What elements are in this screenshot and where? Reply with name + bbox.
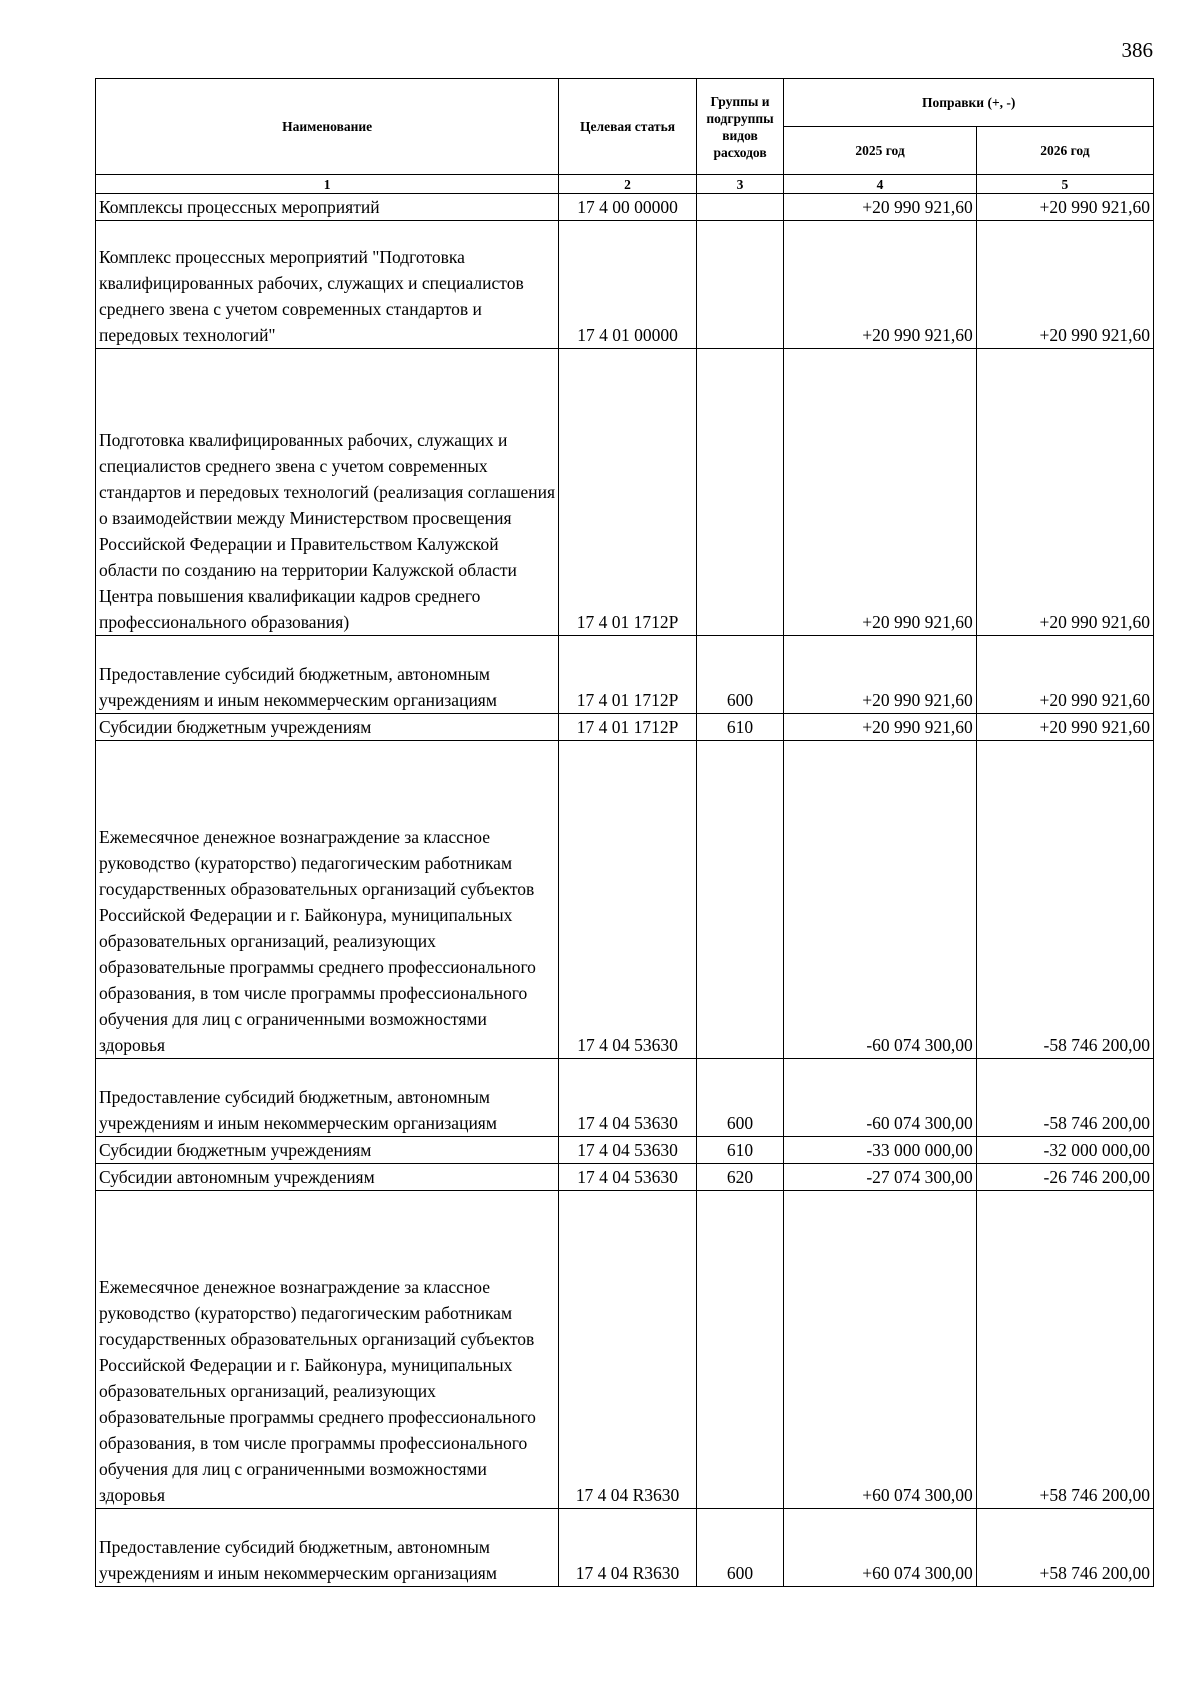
table-row	[96, 221, 1154, 349]
table-row	[96, 349, 1154, 636]
table-row	[96, 1137, 1154, 1164]
column-number: 1	[96, 175, 559, 194]
row-amount-2026: +20 990 921,60	[976, 349, 1153, 636]
row-group: 610	[696, 714, 784, 741]
row-amount-2025: -27 074 300,00	[784, 1164, 976, 1191]
row-group	[696, 349, 784, 636]
row-name: Субсидии автономным учреждениям	[96, 1164, 559, 1191]
row-amount-2025: -60 074 300,00	[784, 1059, 976, 1137]
row-name: Субсидии бюджетным учреждениям	[96, 714, 559, 741]
row-code: 17 4 01 1712P	[559, 714, 696, 741]
table-row	[96, 1059, 1154, 1137]
column-number: 2	[559, 175, 696, 194]
header-amendments: Поправки (+, -)	[784, 79, 1154, 127]
row-amount-2025: +60 074 300,00	[784, 1191, 976, 1509]
row-code: 17 4 00 00000	[559, 194, 696, 221]
row-code: 17 4 04 53630	[559, 1137, 696, 1164]
row-name: Комплекс процессных мероприятий "Подготовка квалифицированных рабочих, служащих и специалистов среднего звена с учетом современных стандартов и передовых технологий"	[96, 221, 559, 349]
row-name: Предоставление субсидий бюджетным, автономным учреждениям и иным некоммерческим организациям	[96, 1509, 559, 1587]
row-group: 610	[696, 1137, 784, 1164]
header-target: Целевая статья	[559, 79, 696, 175]
row-name: Ежемесячное денежное вознаграждение за классное руководство (кураторство) педагогическим работникам государственных образовательных организаций субъектов Российской Федерации и г. Байконура, муниципальных образовательных организаций, реализующих образовательные программы среднего профессионального образования, в том числе программы профессионального обучения для лиц с ограниченными возможностями здоровья	[96, 1191, 559, 1509]
row-amount-2026: +20 990 921,60	[976, 714, 1153, 741]
row-name: Подготовка квалифицированных рабочих, служащих и специалистов среднего звена с учетом современных стандартов и передовых технологий (реализация соглашения о взаимодействии между Министерством просвещения Российской Федерации и Правительством Калужской области по созданию на территории Калужской области Центра повышения квалификации кадров среднего профессионального образования)	[96, 349, 559, 636]
row-group	[696, 221, 784, 349]
row-amount-2025: +20 990 921,60	[784, 349, 976, 636]
row-amount-2025: -60 074 300,00	[784, 741, 976, 1059]
row-amount-2026: -26 746 200,00	[976, 1164, 1153, 1191]
row-name: Предоставление субсидий бюджетным, автономным учреждениям и иным некоммерческим организациям	[96, 636, 559, 714]
table-row	[96, 741, 1154, 1059]
column-number: 3	[696, 175, 784, 194]
row-code: 17 4 04 R3630	[559, 1191, 696, 1509]
row-group: 600	[696, 636, 784, 714]
table-row	[96, 1191, 1154, 1509]
row-name: Предоставление субсидий бюджетным, автономным учреждениям и иным некоммерческим организациям	[96, 1059, 559, 1137]
header-year-2025: 2025 год	[784, 127, 976, 175]
row-group: 620	[696, 1164, 784, 1191]
row-amount-2026: -58 746 200,00	[976, 741, 1153, 1059]
row-amount-2026: +20 990 921,60	[976, 221, 1153, 349]
row-name: Комплексы процессных мероприятий	[96, 194, 559, 221]
table-row	[96, 714, 1154, 741]
page-number: 386	[1121, 38, 1153, 62]
row-name: Субсидии бюджетным учреждениям	[96, 1137, 559, 1164]
table-row	[96, 194, 1154, 221]
row-code: 17 4 04 53630	[559, 1164, 696, 1191]
row-amount-2026: +20 990 921,60	[976, 194, 1153, 221]
row-amount-2026: -58 746 200,00	[976, 1059, 1153, 1137]
row-amount-2025: +20 990 921,60	[784, 714, 976, 741]
row-code: 17 4 01 1712P	[559, 636, 696, 714]
row-group	[696, 194, 784, 221]
column-number: 5	[976, 175, 1153, 194]
row-amount-2025: +20 990 921,60	[784, 194, 976, 221]
row-code: 17 4 01 00000	[559, 221, 696, 349]
row-group	[696, 741, 784, 1059]
row-code: 17 4 04 53630	[559, 1059, 696, 1137]
row-group: 600	[696, 1509, 784, 1587]
header-groups: Группы и подгруппы видов расходов	[696, 79, 784, 175]
table-row	[96, 636, 1154, 714]
column-number-row	[96, 175, 1154, 194]
row-amount-2025: +20 990 921,60	[784, 221, 976, 349]
header-name: Наименование	[96, 79, 559, 175]
row-amount-2026: -32 000 000,00	[976, 1137, 1153, 1164]
row-amount-2025: +60 074 300,00	[784, 1509, 976, 1587]
row-code: 17 4 01 1712P	[559, 349, 696, 636]
budget-amendments-table	[95, 78, 1154, 1587]
header-year-2026: 2026 год	[976, 127, 1153, 175]
row-amount-2025: +20 990 921,60	[784, 636, 976, 714]
row-amount-2025: -33 000 000,00	[784, 1137, 976, 1164]
row-amount-2026: +20 990 921,60	[976, 636, 1153, 714]
row-amount-2026: +58 746 200,00	[976, 1191, 1153, 1509]
row-amount-2026: +58 746 200,00	[976, 1509, 1153, 1587]
row-name: Ежемесячное денежное вознаграждение за классное руководство (кураторство) педагогическим работникам государственных образовательных организаций субъектов Российской Федерации и г. Байконура, муниципальных образовательных организаций, реализующих образовательные программы среднего профессионального образования, в том числе программы профессионального обучения для лиц с ограниченными возможностями здоровья	[96, 741, 559, 1059]
row-code: 17 4 04 R3630	[559, 1509, 696, 1587]
row-group	[696, 1191, 784, 1509]
row-code: 17 4 04 53630	[559, 741, 696, 1059]
row-group: 600	[696, 1059, 784, 1137]
table-row	[96, 1164, 1154, 1191]
column-number: 4	[784, 175, 976, 194]
table-row	[96, 1509, 1154, 1587]
